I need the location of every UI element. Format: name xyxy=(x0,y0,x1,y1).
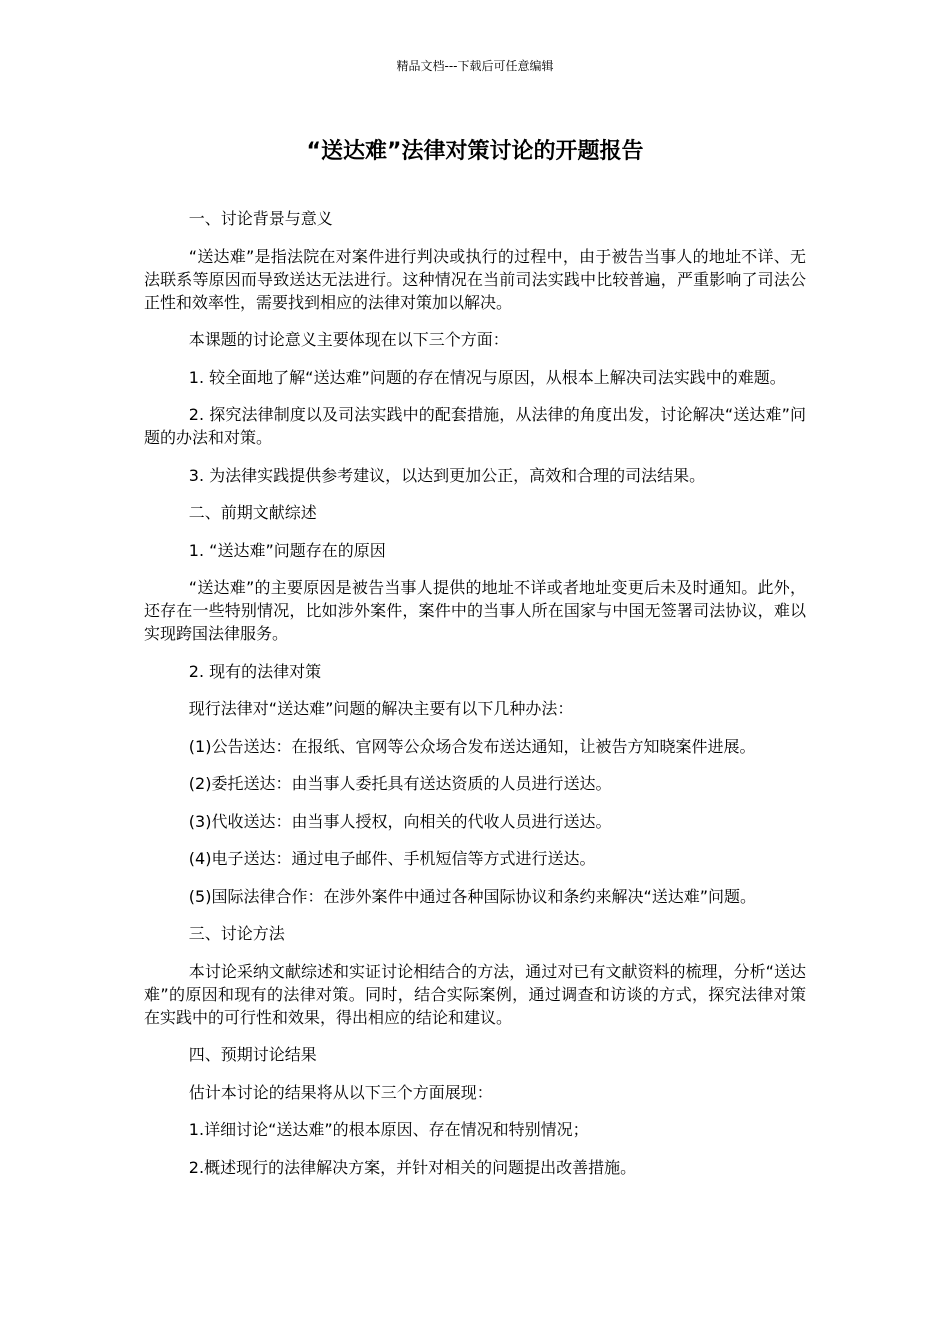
section-heading-background: 一、讨论背景与意义 xyxy=(188,209,333,228)
list-item-measure-4: (4)电子送达：通过电子邮件、手机短信等方式进行送达。 xyxy=(188,849,596,868)
list-item-result-2: 2.概述现行的法律解决方案，并针对相关的问题提出改善措施。 xyxy=(188,1157,637,1177)
list-item-result-1: 1.详细讨论“送达难”的根本原因、存在情况和特别情况； xyxy=(188,1120,589,1139)
paragraph-significance-intro: 本课题的讨论意义主要体现在以下三个方面： xyxy=(188,330,509,349)
document-title: “送达难”法律对策讨论的开题报告 xyxy=(306,139,644,164)
list-item-measure-3: (3)代收送达：由当事人授权，向相关的代收人员进行送达。 xyxy=(188,811,612,831)
section-heading-expected-results: 四、预期讨论结果 xyxy=(188,1045,317,1064)
list-item-measure-1: (1)公告送达：在报纸、官网等公众场合发布送达通知，让被告方知晓案件进展。 xyxy=(188,736,756,756)
paragraph-causes: “送达难”的主要原因是被告当事人提供的地址不详或者地址变更后未及时通知。此外，还存在一些特别情况，比如涉外案件，案件中的当事人所在国家与中国无签署司法协议，难以实现跨国法律服务。 xyxy=(144,578,806,643)
paragraph-method: 本讨论采纳文献综述和实证讨论相结合的方法，通过对已有文献资料的梳理，分析“送达难”的原因和现有的法律对策。同时，结合实际案例，通过调查和访谈的方式，探究法律对策在实践中的可行性和效果，得出相应的结论和建议。 xyxy=(144,961,806,1027)
section-heading-literature: 二、前期文献综述 xyxy=(188,503,317,522)
list-item-measure-2: (2)委托送达：由当事人委托具有送达资质的人员进行送达。 xyxy=(188,774,612,793)
subheading-existing-measures: 2. 现有的法律对策 xyxy=(188,661,322,681)
paragraph-measures-intro: 现行法律对“送达难”问题的解决主要有以下几种办法： xyxy=(188,699,574,718)
list-item-measure-5: (5)国际法律合作：在涉外案件中通过各种国际协议和条约来解决“送达难”问题。 xyxy=(188,886,757,906)
list-item-significance-1: 1. 较全面地了解“送达难”问题的存在情况与原因，从根本上解决司法实践中的难题。 xyxy=(188,367,786,387)
list-item-significance-3: 3. 为法律实践提供参考建议，以达到更加公正，高效和合理的司法结果。 xyxy=(188,465,706,485)
list-item-significance-2: 2. 探究法律制度以及司法实践中的配套措施，从法律的角度出发，讨论解决“送达难”问题的办法和对策。 xyxy=(144,405,806,447)
paragraph-definition: “送达难”是指法院在对案件进行判决或执行的过程中，由于被告当事人的地址不详、无法联系等原因而导致送达无法进行。这种情况在当前司法实践中比较普遍，严重影响了司法公正性和效率性，需要找到相应的法律对策加以解决。 xyxy=(144,246,806,312)
subheading-causes: 1. “送达难”问题存在的原因 xyxy=(188,540,386,560)
document-body xyxy=(144,207,806,1193)
paragraph-results-intro: 估计本讨论的结果将从以下三个方面展现： xyxy=(188,1082,493,1102)
section-heading-method: 三、讨论方法 xyxy=(188,924,285,943)
header-note: 精品文档---下载后可任意编辑 xyxy=(396,59,554,73)
